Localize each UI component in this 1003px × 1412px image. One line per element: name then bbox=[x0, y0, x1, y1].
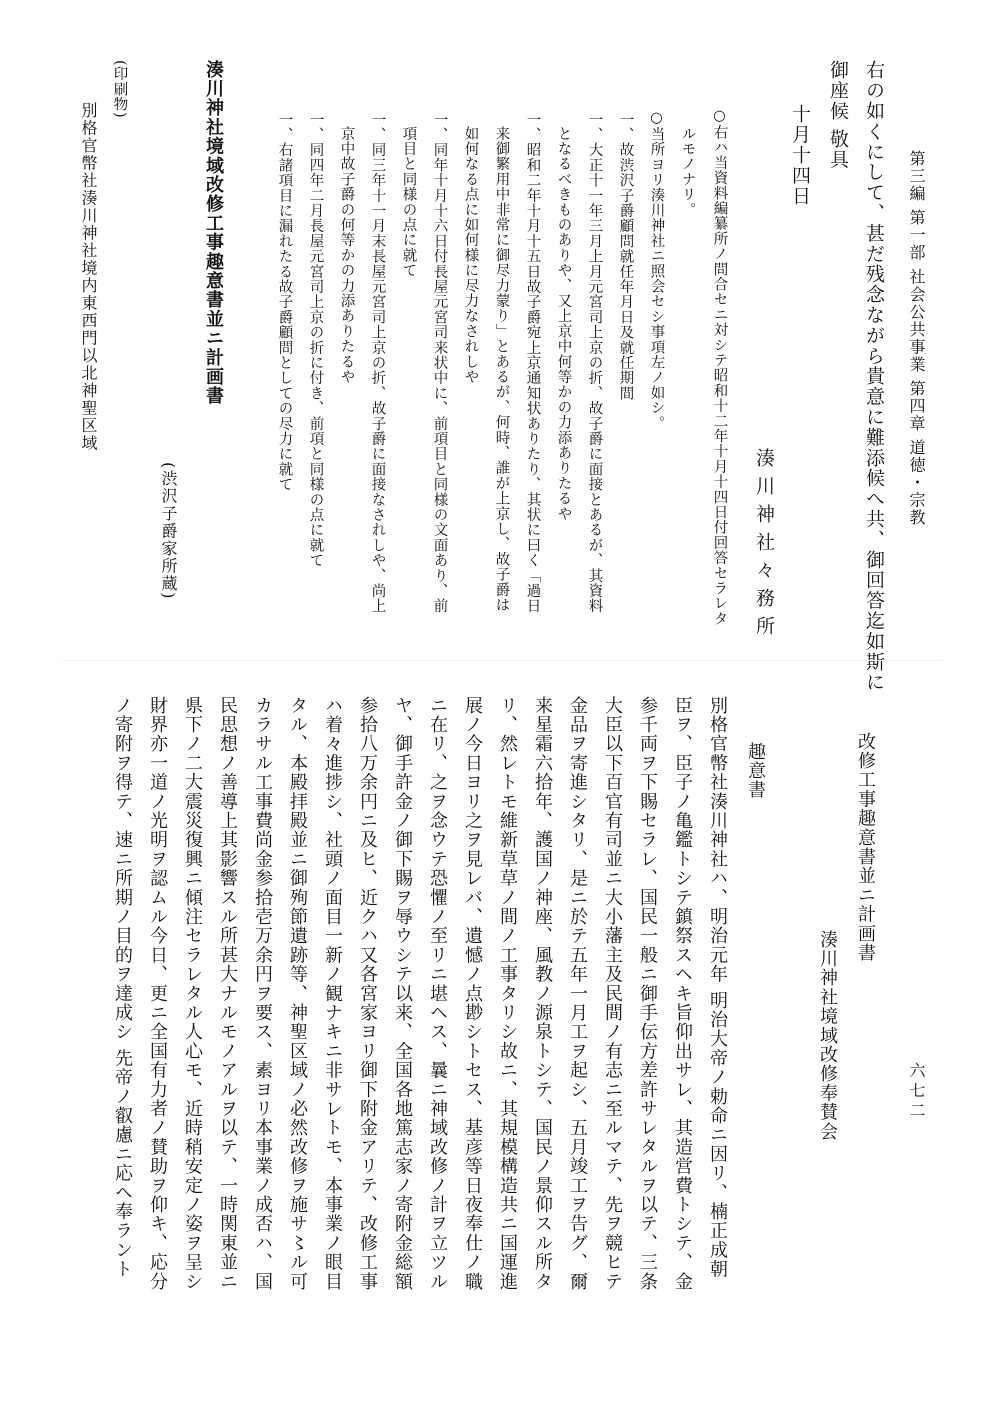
editorial-note: ルモノナリ。 bbox=[679, 126, 696, 218]
print-label: (印刷物) bbox=[111, 60, 128, 119]
inquiry-item: 一、同三年十一月末長屋元宮司上京の折、故子爵に面接なされしや、尚上 bbox=[369, 112, 386, 614]
document-title: 改修工事趣意書並ニ計画書 bbox=[855, 732, 876, 963]
body-line: リ、然レトモ維新草草ノ間ノ工事タリシ故ニ、其規模構造共ニ国運進 bbox=[497, 696, 518, 1292]
body-line: 県下ノ二大震災復興ニ傾注セラレタル人心モ、近時稍安定ノ姿ヲ呈シ bbox=[182, 696, 203, 1292]
body-line: 参拾八万余円ニ及ヒ、近クハ又各宮家ヨリ御下附金アリテ、改修工事 bbox=[357, 696, 378, 1292]
body-line: 大臣以下百官有司並ニ大小藩主及民間ノ有志ニ至ルマテ、先ヲ競ヒテ bbox=[602, 696, 623, 1292]
subheading: 趣意書 bbox=[745, 742, 766, 800]
inquiry-item-continued: 来御繁用中非常に御尽力蒙り」とあるが、何時、誰が上京し、故子爵は bbox=[493, 126, 510, 613]
inquiry-item-continued: 如何なる点に如何様に尽力なされしや bbox=[462, 126, 479, 385]
body-line: 民思想ノ善導上其影響スル所甚大ナルモノアルヲ以テ、一時関東並ニ bbox=[217, 696, 238, 1292]
source-note: (渋沢子爵家所蔵) bbox=[159, 462, 178, 600]
body-line: ノ寄附ヲ得テ、速ニ所期ノ目的ヲ達成シ 先帝ノ叡慮ニ応ヘ奉ラント bbox=[112, 696, 133, 1279]
sender-signature: 湊川神社々務所 bbox=[753, 448, 775, 644]
body-line: 展ノ今日ヨリ之ヲ見レバ、遺憾ノ点尠シトセス、基彦等日夜奉仕ノ職 bbox=[462, 696, 483, 1292]
body-line: 別格官幣社湊川神社ハ、明治元年 明治大帝ノ勅命ニ因リ、楠正成朝 bbox=[707, 696, 728, 1279]
inquiry-item: 一、昭和二年十月十五日故子爵宛上京通知状ありたり、其状に曰く「過日 bbox=[524, 112, 541, 614]
body-line: タル、本殿拝殿並ニ御殉節遺跡等、神聖区域ノ必然改修ヲ施サ〻ル可 bbox=[287, 696, 308, 1292]
editorial-note: ○右ハ当資料編纂所ノ問合セニ対シテ昭和十二年十月十四日付回答セラレタ bbox=[711, 108, 728, 627]
body-line: 別格官幣社湊川神社境内東西門以北神聖区域 bbox=[79, 102, 98, 452]
inquiry-item-continued: となるべきものありや、又上京中何等かの力添ありたるや bbox=[555, 126, 572, 522]
inquiry-item: 一、大正十一年三月上月元宮司上京の折、故子爵に面接とあるが、其資料 bbox=[586, 112, 603, 614]
date-line: 十月十四日 bbox=[789, 104, 811, 206]
body-line: 臣ヲ、臣子ノ亀鑑トシテ鎮祭スヘキ旨仰出サレ、其造営費トシテ、金 bbox=[672, 696, 693, 1292]
letter-line: 御座候 敬具 bbox=[827, 60, 849, 170]
body-line: 参千両ヲ下賜セラレ、国民一般ニ御手伝方差許サレタルヲ以テ、三条 bbox=[637, 696, 658, 1292]
running-head: 第三編 第一部 社会公共事業 第四章 道徳・宗教 bbox=[907, 150, 926, 527]
body-line: 金品ヲ寄進シタリ、是ニ於テ五年一月工ヲ起シ、五月竣工ヲ告グ、爾 bbox=[567, 696, 588, 1292]
inquiry-item-continued: 京中故子爵の何等かの力添ありたるや bbox=[338, 126, 355, 385]
inquiry-item: 一、故渋沢子爵顧問就任年月日及就任期間 bbox=[617, 112, 634, 401]
letter-line: 右の如くにして、甚だ残念ながら貴意に難添候へ共、御回答迄如斯に bbox=[863, 60, 885, 693]
body-line: カラサル工事費尚金参拾壱万余円ヲ要ス、素ヨリ本事業ノ成否ハ、国 bbox=[252, 696, 273, 1292]
inquiry-item-continued: 項目と同様の点に就て bbox=[400, 126, 417, 278]
inquiry-item: 一、同四年二月長屋元宮司上京の折に付き、前項と同様の点に就て bbox=[307, 112, 324, 568]
section-title: 湊川神社境域改修工事趣意書並ニ計画書 bbox=[203, 60, 224, 406]
body-line: ヤ、御手許金ノ御下賜ヲ辱ウシテ以来、全国各地篤志家ノ寄附金総額 bbox=[392, 696, 413, 1292]
body-line: ニ在リ、之ヲ念ウテ恐懼ノ至リニ堪ヘス、曩ニ神域改修ノ計ヲ立ツル bbox=[427, 696, 448, 1292]
page-number: 六七二 bbox=[907, 1062, 926, 1122]
body-line: 来星霜六拾年、護国ノ神座、風教ノ源泉トシテ、国民ノ景仰スル所タ bbox=[532, 696, 553, 1292]
body-line: ハ着々進捗シ、社頭ノ面目一新ノ観ナキニ非サレトモ、本事業ノ眼目 bbox=[322, 696, 343, 1292]
inquiry-heading: ○当所ヨリ湊川神社ニ照会セシ事項左ノ如シ。 bbox=[648, 110, 665, 431]
inquiry-item: 一、同年十月十六日付長屋元宮司来状中に、前項目と同様の文面あり、前 bbox=[431, 112, 448, 614]
association-name: 湊川神社境域改修奉賛会 bbox=[817, 930, 838, 1142]
divider bbox=[60, 660, 943, 661]
body-line: 財界亦一道ノ光明ヲ認ムル今日、更ニ全国有力者ノ賛助ヲ仰キ、応分 bbox=[147, 696, 168, 1292]
inquiry-item: 一、右諸項目に漏れたる故子爵顧問としての尽力に就て bbox=[276, 112, 293, 492]
